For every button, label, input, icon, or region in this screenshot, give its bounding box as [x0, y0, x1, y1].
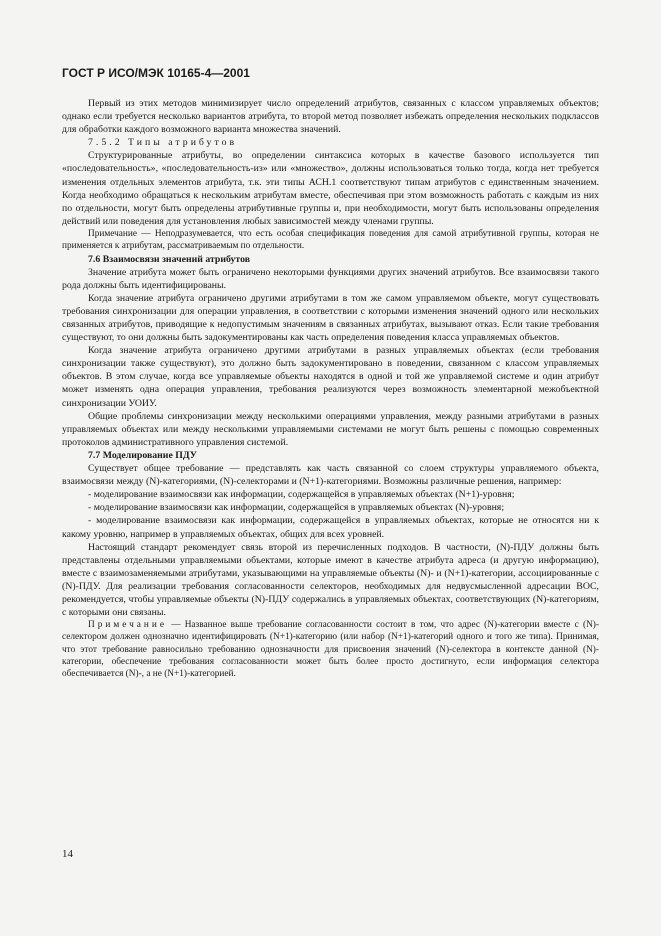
note-text: — Названное выше требование согласованности состоит в том, что адрес (N)-категории вместе с (N)-селектором должен однозначно идентифицировать (N+1)-категорию (или набор (N+1)-категорий одного и того же типа). Принимая, что этот требование равносильно требованию однозначности для присвоения значений (N)-селектора в контексте данной (N)-категории, обеспечение требования согласованности может быть более просто достигнуто, если информация селектора обеспечивается (N)-, а не (N+1)-категорией.	[62, 620, 599, 680]
note-label: Примечание	[88, 620, 167, 631]
paragraph: Настоящий стандарт рекомендует связь второй из перечисленных подходов. В частности, (N)-ПДУ должны быть представлены отдельными управляемыми объектами, которые имеют в качестве атрибута адреса (и другую информацию), вместе с взаимозаменяемыми атрибутами, указывающими на управляемые объекты (N)- и (N+1)-категории, ассоциированные с (N)-ПДУ. Для реализации требования согласованности селекторов, необходимых для недвусмысленной адресации ВОС, рекомендуется, чтобы управляемые объекты (N)-ПДУ содержались в управляемых объектах, соответствующих (N)-категориям, с которыми они связаны.	[62, 541, 599, 619]
list-item: - моделирование взаимосвязи как информации, содержащейся в управляемых объектах (N+1)-уровня;	[88, 489, 515, 501]
document-body	[62, 97, 599, 681]
paragraph: Существует общее требование — представлять как часть связанной со слоем структуры управляемого объекта, взаимосвязи между (N)-категориями, (N)-селекторами и (N+1)-категориями. Возможны различные решения, например:	[62, 463, 599, 488]
note: Примечание — Неподразумевается, что есть особая спецификация поведения для самой атрибутивной группы, которая не применяется к атрибутам, рассматриваемым по отдельности.	[62, 228, 599, 252]
section-heading-7-5-2: 7.5.2 Типы атрибутов	[88, 137, 238, 149]
section-heading-7-6: 7.6 Взаимосвязи значений атрибутов	[88, 253, 251, 265]
section-heading-7-7: 7.7 Моделирование ПДУ	[88, 449, 197, 461]
paragraph: Значение атрибута может быть ограничено некоторыми функциями других значений атрибутов. Все взаимосвязи такого рода должны быть идентифицированы.	[62, 266, 599, 291]
page-number: 14	[62, 848, 73, 860]
paragraph: Первый из этих методов минимизирует число определений атрибутов, связанных с классом управляемых объектов; однако если требуется несколько вариантов атрибута, то второй метод позволяет избежать определения нескольких подклассов для обработки каждого возможного варианта множества значений.	[62, 98, 599, 136]
paragraph: Общие проблемы синхронизации между несколькими операциями управления, между разными атрибутами в разных управляемых объектах или между несколькими управляемыми системами не могут быть решены с помощью современных протоколов административного управления системой.	[62, 410, 599, 448]
paragraph: Когда значение атрибута ограничено другими атрибутами в разных управляемых объектах (если требования синхронизации также существуют), это должно быть задокументировано в поведении, связанном с классом управляемых объектов. В этом случае, когда все управляемые объекты находятся в одной и той же управляемой системе и один атрибут может изменять одна операция управления, требования реализуются через возможность элементарной межобъектной синхронизации УОИУ.	[62, 345, 599, 409]
page-header: ГОСТ Р ИСО/МЭК 10165-4—2001	[62, 66, 250, 80]
note	[62, 619, 599, 680]
list-item: - моделирование взаимосвязи как информации, содержащейся в управляемых объектах (N)-уровня;	[88, 502, 505, 514]
paragraph: Когда значение атрибута ограничено другими атрибутами в том же самом управляемом объекте, могут существовать требования синхронизации для операции управления, в соответствии с которыми изменения значений одного или нескольких связанных атрибутов, приводящие к недопустимым значениям в связанных атрибутах, вызывают отказ. Если такие требования существуют, то они должны быть задокументированы как часть определения поведения класса управляемых объектов.	[62, 292, 599, 344]
list-item: - моделирование взаимосвязи как информации, содержащейся в управляемых объектах, которые не относятся ни к какому уровню, например в управляемых объектах, общих для всех уровней.	[62, 515, 599, 540]
paragraph: Структурированные атрибуты, во определении синтаксиса которых в качестве базового используется тип «последовательность», «последовательность-из» или «множество», должны использоваться только тогда, когда нет требуется изменения отдельных элементов атрибута, т.к. эти типы АСН.1 соответствуют типам атрибутов с единственным значением. Когда необходимо обращаться к нескольким атрибутам вместе, обеспечивая при этом возможность работать с каждым из них по отдельности, могут быть определены атрибутивные группы и, при необходимости, могут быть использованы определения действий или поведения для установления любых зависимостей между членами группы.	[62, 150, 599, 227]
